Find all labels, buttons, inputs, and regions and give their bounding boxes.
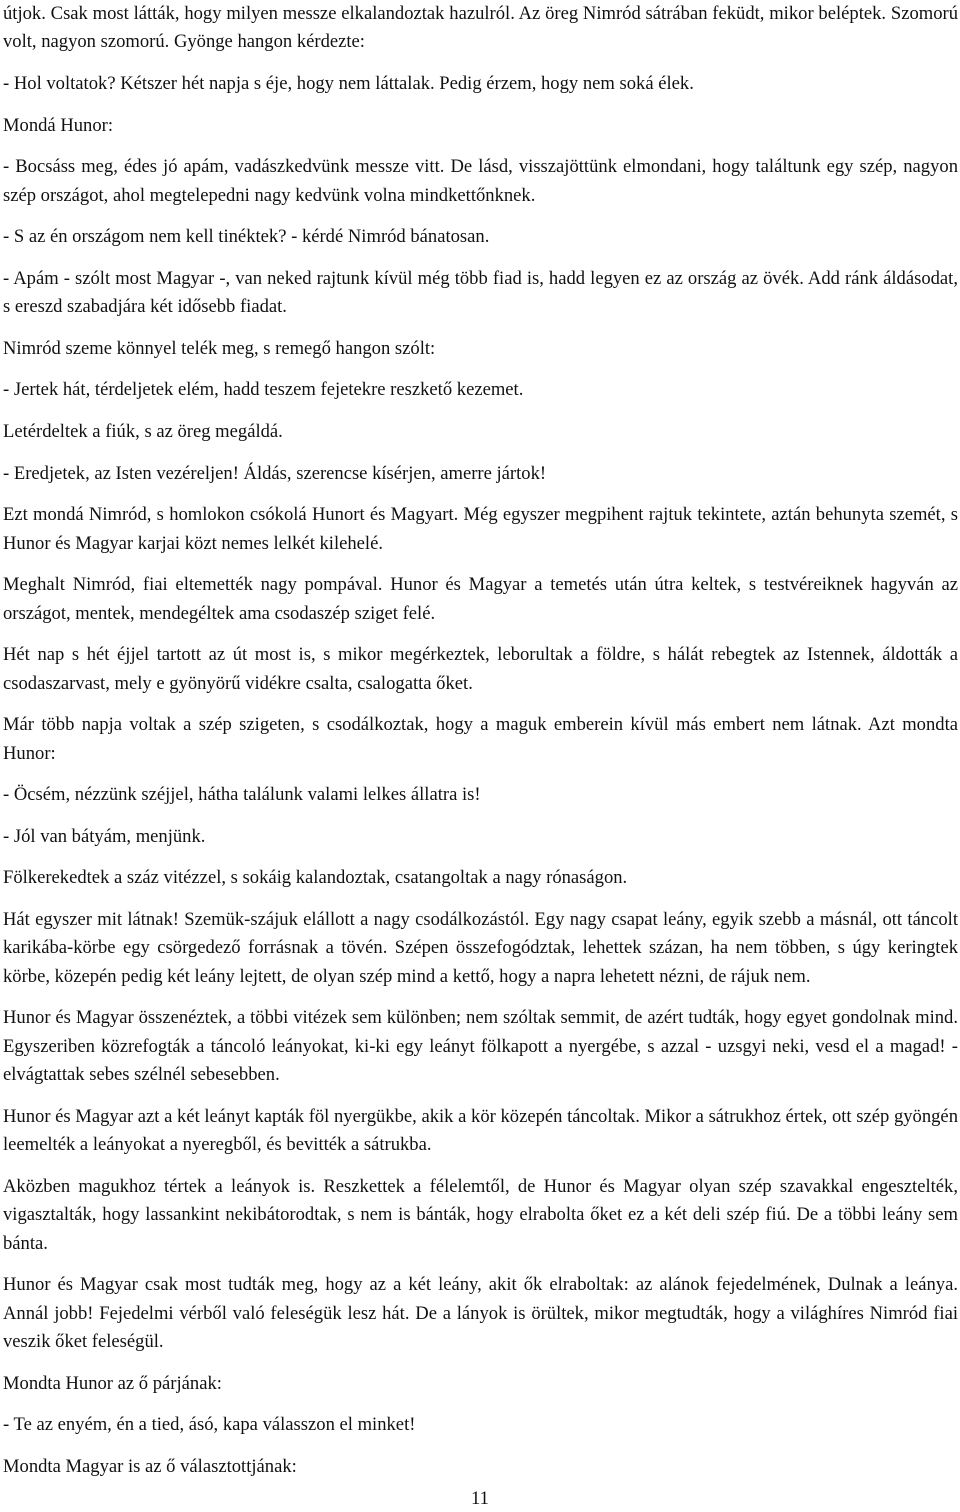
paragraph: Hát egyszer mit látnak! Szemük-szájuk elállott a nagy csodálkozástól. Egy nagy csapat leány, egyik szebb a másnál, ott táncolt karikába-körbe egy csörgedező forrásnak a tövén. Szépen összefogództak, lehettek százan, ha nem többen, s úgy keringtek körbe, közepén pedig két leány lejtett, de olyan szép mind a kettő, hogy a napra lehetett nézni, de rájuk nem. bbox=[3, 908, 958, 987]
paragraph: Hét nap s hét éjjel tartott az út most is, s mikor megérkeztek, leborultak a földre, s hálát rebegtek az Istennek, áldották a csodaszarvast, mely e gyönyörű vidékre csalta, csalogatta őket. bbox=[3, 644, 958, 694]
paragraph: Letérdeltek a fiúk, s az öreg megáldá. bbox=[3, 420, 283, 442]
paragraph: - S az én országom nem kell tinéktek? - kérdé Nimród bánatosan. bbox=[3, 226, 490, 248]
paragraph: - Apám - szólt most Magyar -, van neked rajtunk kívül még több fiad is, hadd legyen ez az ország az övék. Add ránk áldásodat, s ereszd szabadjára két idősebb fiadat. bbox=[3, 267, 958, 318]
paragraph: Fölkerekedtek a száz vitézzel, s sokáig kalandoztak, csatangoltak a nagy rónaságon. bbox=[3, 867, 628, 889]
paragraph: - Eredjetek, az Isten vezéreljen! Áldás, szerencse kísérjen, amerre jártok! bbox=[3, 462, 547, 484]
paragraph: Mondá Hunor: bbox=[3, 114, 114, 136]
paragraph: Hunor és Magyar összenéztek, a többi vitézek sem különben; nem szóltak semmit, de azért tudták, hogy egyet gondolnak mind. Egyszeriben közrefogták a táncoló leányokat, ki-ki egy leányt fölkapott a nyergébe, s azzal - uzsgyi neki, vesd el a magad! - elvágtattak sebes szélnél sebesebben. bbox=[3, 1007, 958, 1086]
paragraph: - Öcsém, nézzünk széjjel, hátha találunk valami lelkes állatra is! bbox=[3, 784, 481, 806]
paragraph: - Te az enyém, én a tied, ásó, kapa válasszon el minket! bbox=[3, 1414, 416, 1436]
paragraph: Mondta Magyar is az ő választottjának: bbox=[3, 1455, 297, 1477]
paragraph: útjok. Csak most látták, hogy milyen messze elkalandoztak hazulról. Az öreg Nimród sátrában feküdt, mikor beléptek. Szomorú volt, nagyon szomorú. Gyönge hangon kérdezte: bbox=[3, 3, 958, 53]
paragraph: Meghalt Nimród, fiai eltemették nagy pompával. Hunor és Magyar a temetés után útra keltek, s testvéreiknek hagyván az országot, mentek, mendegéltek ama csodaszép sziget felé. bbox=[3, 574, 958, 624]
paragraph: - Hol voltatok? Kétszer hét napja s éje, hogy nem láttalak. Pedig érzem, hogy nem soká élek. bbox=[3, 73, 694, 94]
paragraph: Már több napja voltak a szép szigeten, s csodálkoztak, hogy a maguk emberein kívül más embert nem látnak. Azt mondta Hunor: bbox=[3, 714, 958, 764]
paragraph: Hunor és Magyar csak most tudták meg, hogy az a két leány, akit ők elraboltak: az alánok fejedelmének, Dulnak a leánya. Annál jobb! Fejedelmi vérből való feleségük lesz hát. De a lányok is örültek, mikor megtudták, hogy a világhíres Nimród fiai veszik őket feleségül. bbox=[3, 1274, 958, 1352]
paragraph: Aközben magukhoz tértek a leányok is. Reszkettek a félelemtől, de Hunor és Magyar olyan szép szavakkal engesztelték, vigasztalták, hogy lassankint nekibátorodtak, s nem is bánták, hogy elrabolta őket ez a két deli szép fiú. De a többi leány sem bánta. bbox=[3, 1175, 958, 1254]
paragraph: Hunor és Magyar azt a két leányt kapták föl nyergükbe, akik a kör közepén táncoltak. Mikor a sátrukhoz értek, ott szép gyöngén leemelték a leányokat a nyeregből, és bevitték a sátrukba. bbox=[3, 1105, 958, 1156]
page-number: 11 bbox=[471, 1488, 489, 1509]
paragraph: - Bocsáss meg, édes jó apám, vadászkedvünk messze vitt. De lásd, visszajöttünk elmondani, hogy találtunk egy szép, nagyon szép országot, ahol megtelepedni nagy kedvünk volna mindkettőnknek. bbox=[3, 156, 958, 206]
paragraph: - Jól van bátyám, menjünk. bbox=[3, 825, 206, 847]
paragraph: Mondta Hunor az ő párjának: bbox=[3, 1372, 222, 1394]
paragraph: - Jertek hát, térdeljetek elém, hadd teszem fejetekre reszkető kezemet. bbox=[3, 379, 524, 401]
paragraph: Nimród szeme könnyel telék meg, s remegő hangon szólt: bbox=[3, 337, 436, 359]
paragraph: Ezt mondá Nimród, s homlokon csókolá Hunort és Magyart. Még egyszer megpihent rajtuk tekintete, aztán behunyta szemét, s Hunor és Magyar karjai közt nemes lelkét kilehelé. bbox=[3, 504, 958, 554]
body-text bbox=[3, 0, 958, 1494]
